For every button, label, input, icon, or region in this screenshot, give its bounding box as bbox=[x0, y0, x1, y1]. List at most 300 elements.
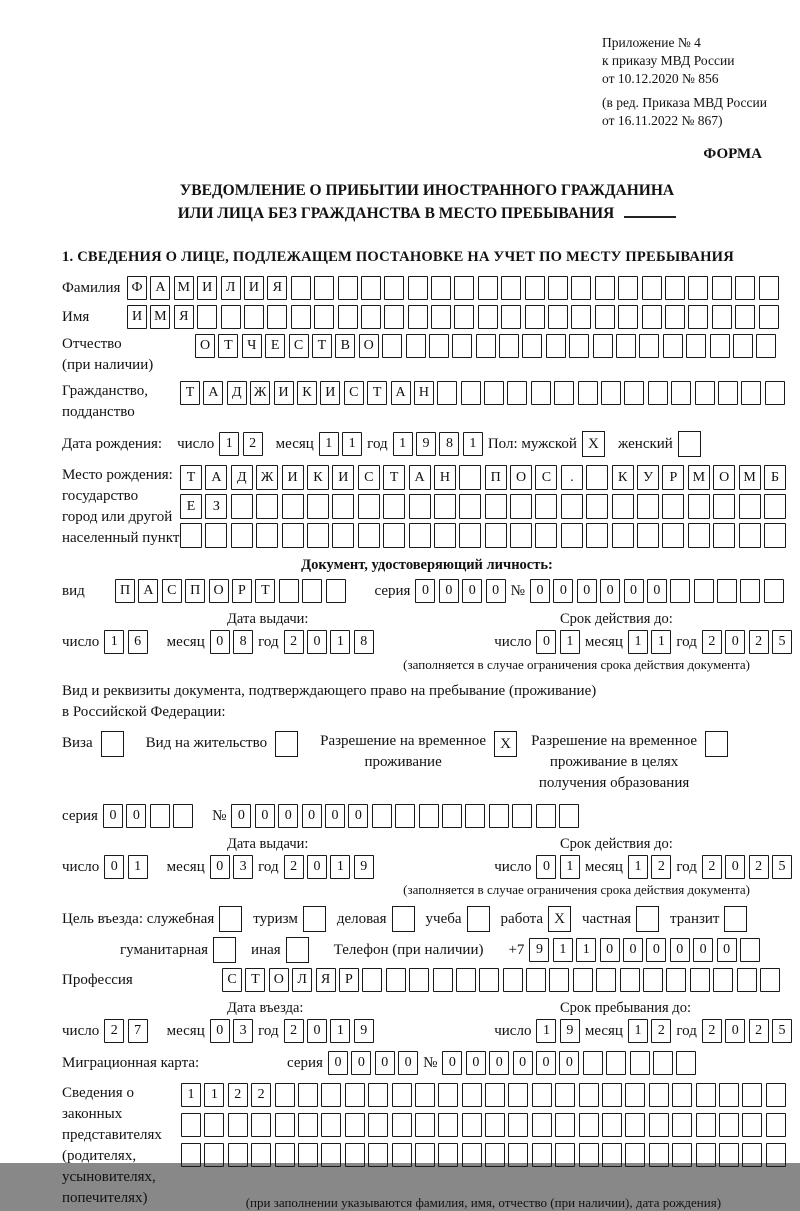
char-cell[interactable] bbox=[275, 1143, 295, 1167]
citizenship-cells[interactable] bbox=[180, 381, 785, 405]
char-cell[interactable]: А bbox=[138, 579, 158, 603]
char-cell[interactable]: 0 bbox=[302, 804, 322, 828]
char-cell[interactable] bbox=[314, 305, 334, 329]
char-cell[interactable] bbox=[409, 523, 431, 548]
char-cell[interactable] bbox=[476, 334, 496, 358]
char-cell[interactable]: 5 bbox=[772, 855, 792, 879]
char-cell[interactable]: О bbox=[209, 579, 229, 603]
char-cell[interactable]: 0 bbox=[348, 804, 368, 828]
char-cell[interactable] bbox=[508, 1083, 528, 1107]
char-cell[interactable] bbox=[406, 334, 426, 358]
char-cell[interactable] bbox=[228, 1143, 248, 1167]
char-cell[interactable]: М bbox=[739, 465, 761, 490]
char-cell[interactable] bbox=[503, 968, 523, 992]
char-cell[interactable] bbox=[383, 494, 405, 519]
char-cell[interactable] bbox=[368, 1083, 388, 1107]
char-cell[interactable] bbox=[298, 1083, 318, 1107]
char-cell[interactable] bbox=[181, 1113, 201, 1137]
char-cell[interactable]: Н bbox=[414, 381, 434, 405]
char-cell[interactable]: 0 bbox=[646, 938, 666, 962]
birth-day-cells[interactable] bbox=[219, 432, 262, 456]
char-cell[interactable]: К bbox=[297, 381, 317, 405]
char-cell[interactable] bbox=[408, 276, 428, 300]
char-cell[interactable] bbox=[275, 1113, 295, 1137]
char-cell[interactable]: С bbox=[222, 968, 242, 992]
char-cell[interactable]: А bbox=[409, 465, 431, 490]
char-cell[interactable] bbox=[595, 276, 615, 300]
char-cell[interactable] bbox=[612, 494, 634, 519]
char-cell[interactable]: 1 bbox=[628, 1019, 648, 1043]
char-cell[interactable] bbox=[508, 1113, 528, 1137]
char-cell[interactable] bbox=[696, 1113, 716, 1137]
char-cell[interactable] bbox=[549, 968, 569, 992]
char-cell[interactable]: Т bbox=[367, 381, 387, 405]
permit-valid-month-cells[interactable] bbox=[628, 855, 671, 879]
char-cell[interactable]: О bbox=[359, 334, 379, 358]
purpose-tourism-checkbox[interactable] bbox=[303, 906, 326, 932]
char-cell[interactable] bbox=[291, 305, 311, 329]
char-cell[interactable] bbox=[368, 1143, 388, 1167]
char-cell[interactable]: 2 bbox=[251, 1083, 271, 1107]
char-cell[interactable]: 1 bbox=[330, 1019, 350, 1043]
char-cell[interactable] bbox=[485, 1083, 505, 1107]
char-cell[interactable] bbox=[573, 968, 593, 992]
char-cell[interactable]: 2 bbox=[702, 1019, 722, 1043]
char-cell[interactable] bbox=[637, 494, 659, 519]
char-cell[interactable] bbox=[415, 1143, 435, 1167]
char-cell[interactable]: Я bbox=[316, 968, 336, 992]
char-cell[interactable] bbox=[197, 305, 217, 329]
char-cell[interactable] bbox=[368, 1113, 388, 1137]
char-cell[interactable] bbox=[649, 1083, 669, 1107]
char-cell[interactable] bbox=[712, 305, 732, 329]
char-cell[interactable]: 0 bbox=[328, 1051, 348, 1075]
char-cell[interactable]: О bbox=[510, 465, 532, 490]
char-cell[interactable] bbox=[662, 523, 684, 548]
char-cell[interactable]: И bbox=[332, 465, 354, 490]
char-cell[interactable] bbox=[625, 1083, 645, 1107]
char-cell[interactable]: 1 bbox=[204, 1083, 224, 1107]
doc-issue-year-cells[interactable] bbox=[284, 630, 374, 654]
char-cell[interactable] bbox=[688, 305, 708, 329]
char-cell[interactable]: Т bbox=[218, 334, 238, 358]
mk-series-cells[interactable] bbox=[328, 1051, 418, 1075]
char-cell[interactable] bbox=[332, 523, 354, 548]
char-cell[interactable]: Ч bbox=[242, 334, 262, 358]
char-cell[interactable] bbox=[275, 1083, 295, 1107]
char-cell[interactable] bbox=[508, 1143, 528, 1167]
char-cell[interactable]: 1 bbox=[560, 855, 580, 879]
char-cell[interactable]: 0 bbox=[489, 1051, 509, 1075]
char-cell[interactable] bbox=[555, 1113, 575, 1137]
female-checkbox[interactable] bbox=[678, 431, 701, 457]
char-cell[interactable] bbox=[173, 804, 193, 828]
char-cell[interactable] bbox=[465, 804, 485, 828]
char-cell[interactable] bbox=[688, 276, 708, 300]
char-cell[interactable] bbox=[408, 305, 428, 329]
visa-checkbox[interactable] bbox=[101, 731, 124, 757]
char-cell[interactable]: 1 bbox=[536, 1019, 556, 1043]
char-cell[interactable] bbox=[672, 1113, 692, 1137]
char-cell[interactable]: 0 bbox=[553, 579, 573, 603]
char-cell[interactable] bbox=[740, 579, 760, 603]
char-cell[interactable]: 0 bbox=[278, 804, 298, 828]
char-cell[interactable]: 6 bbox=[128, 630, 148, 654]
entry-day-cells[interactable] bbox=[104, 1019, 147, 1043]
legal-cells-row2[interactable] bbox=[181, 1113, 786, 1137]
char-cell[interactable]: 0 bbox=[307, 630, 327, 654]
char-cell[interactable] bbox=[358, 494, 380, 519]
char-cell[interactable] bbox=[507, 381, 527, 405]
char-cell[interactable]: И bbox=[320, 381, 340, 405]
char-cell[interactable] bbox=[735, 305, 755, 329]
char-cell[interactable] bbox=[535, 523, 557, 548]
char-cell[interactable]: С bbox=[344, 381, 364, 405]
char-cell[interactable] bbox=[766, 1113, 786, 1137]
char-cell[interactable]: Ж bbox=[250, 381, 270, 405]
char-cell[interactable]: Н bbox=[434, 465, 456, 490]
char-cell[interactable] bbox=[766, 1143, 786, 1167]
char-cell[interactable] bbox=[244, 305, 264, 329]
char-cell[interactable]: Я bbox=[267, 276, 287, 300]
char-cell[interactable]: 1 bbox=[181, 1083, 201, 1107]
char-cell[interactable] bbox=[361, 276, 381, 300]
char-cell[interactable]: Е bbox=[265, 334, 285, 358]
char-cell[interactable]: 1 bbox=[104, 630, 124, 654]
char-cell[interactable]: 0 bbox=[647, 579, 667, 603]
permit-valid-year-cells[interactable] bbox=[702, 855, 792, 879]
char-cell[interactable] bbox=[454, 276, 474, 300]
char-cell[interactable] bbox=[485, 1113, 505, 1137]
phone-cells[interactable] bbox=[529, 938, 760, 962]
char-cell[interactable] bbox=[666, 968, 686, 992]
char-cell[interactable]: 1 bbox=[319, 432, 339, 456]
char-cell[interactable] bbox=[478, 276, 498, 300]
char-cell[interactable] bbox=[150, 804, 170, 828]
char-cell[interactable]: 0 bbox=[351, 1051, 371, 1075]
char-cell[interactable] bbox=[499, 334, 519, 358]
legal-cells-row3[interactable] bbox=[181, 1143, 786, 1167]
char-cell[interactable]: 5 bbox=[772, 1019, 792, 1043]
char-cell[interactable] bbox=[478, 305, 498, 329]
char-cell[interactable] bbox=[326, 579, 346, 603]
permit-issue-day-cells[interactable] bbox=[104, 855, 147, 879]
char-cell[interactable]: 0 bbox=[623, 938, 643, 962]
doc-issue-month-cells[interactable] bbox=[210, 630, 253, 654]
char-cell[interactable] bbox=[251, 1113, 271, 1137]
char-cell[interactable] bbox=[602, 1143, 622, 1167]
char-cell[interactable] bbox=[256, 494, 278, 519]
char-cell[interactable] bbox=[501, 276, 521, 300]
birth-month-cells[interactable] bbox=[319, 432, 362, 456]
doc-issue-day-cells[interactable] bbox=[104, 630, 147, 654]
char-cell[interactable]: 1 bbox=[463, 432, 483, 456]
purpose-humanitarian-checkbox[interactable] bbox=[213, 937, 236, 963]
char-cell[interactable] bbox=[765, 381, 785, 405]
char-cell[interactable]: Р bbox=[339, 968, 359, 992]
char-cell[interactable] bbox=[532, 1083, 552, 1107]
char-cell[interactable]: М bbox=[174, 276, 194, 300]
char-cell[interactable] bbox=[338, 276, 358, 300]
char-cell[interactable] bbox=[649, 1113, 669, 1137]
char-cell[interactable] bbox=[307, 494, 329, 519]
char-cell[interactable] bbox=[181, 1143, 201, 1167]
char-cell[interactable] bbox=[321, 1083, 341, 1107]
char-cell[interactable] bbox=[741, 381, 761, 405]
permit-valid-day-cells[interactable] bbox=[536, 855, 579, 879]
char-cell[interactable] bbox=[510, 523, 532, 548]
birth-year-cells[interactable] bbox=[393, 432, 483, 456]
char-cell[interactable] bbox=[690, 968, 710, 992]
char-cell[interactable]: 2 bbox=[749, 855, 769, 879]
char-cell[interactable] bbox=[735, 276, 755, 300]
legal-cells-row1[interactable] bbox=[181, 1083, 786, 1107]
char-cell[interactable]: 9 bbox=[529, 938, 549, 962]
birthplace-cells-row1[interactable] bbox=[180, 465, 786, 490]
char-cell[interactable] bbox=[555, 1083, 575, 1107]
purpose-other-checkbox[interactable] bbox=[286, 937, 309, 963]
char-cell[interactable] bbox=[625, 1113, 645, 1137]
char-cell[interactable] bbox=[739, 523, 761, 548]
char-cell[interactable] bbox=[395, 804, 415, 828]
char-cell[interactable] bbox=[442, 804, 462, 828]
char-cell[interactable]: 0 bbox=[415, 579, 435, 603]
char-cell[interactable] bbox=[484, 381, 504, 405]
char-cell[interactable] bbox=[643, 968, 663, 992]
char-cell[interactable]: 0 bbox=[231, 804, 251, 828]
char-cell[interactable]: Т bbox=[255, 579, 275, 603]
char-cell[interactable] bbox=[764, 579, 784, 603]
char-cell[interactable] bbox=[251, 1143, 271, 1167]
char-cell[interactable] bbox=[358, 523, 380, 548]
char-cell[interactable]: 0 bbox=[126, 804, 146, 828]
stay-year-cells[interactable] bbox=[702, 1019, 792, 1043]
char-cell[interactable] bbox=[649, 1143, 669, 1167]
char-cell[interactable] bbox=[204, 1143, 224, 1167]
char-cell[interactable] bbox=[485, 1143, 505, 1167]
char-cell[interactable]: 0 bbox=[462, 579, 482, 603]
char-cell[interactable] bbox=[625, 1143, 645, 1167]
char-cell[interactable] bbox=[676, 1051, 696, 1075]
char-cell[interactable] bbox=[459, 523, 481, 548]
stay-day-cells[interactable] bbox=[536, 1019, 579, 1043]
char-cell[interactable]: 2 bbox=[702, 855, 722, 879]
char-cell[interactable]: 1 bbox=[393, 432, 413, 456]
char-cell[interactable]: Т bbox=[312, 334, 332, 358]
char-cell[interactable]: 2 bbox=[284, 630, 304, 654]
char-cell[interactable]: 0 bbox=[536, 855, 556, 879]
male-checkbox[interactable]: X bbox=[582, 431, 605, 457]
char-cell[interactable] bbox=[392, 1083, 412, 1107]
mk-number-cells[interactable] bbox=[442, 1051, 696, 1075]
char-cell[interactable] bbox=[362, 968, 382, 992]
char-cell[interactable]: 1 bbox=[342, 432, 362, 456]
char-cell[interactable] bbox=[298, 1113, 318, 1137]
char-cell[interactable] bbox=[759, 305, 779, 329]
char-cell[interactable]: 8 bbox=[354, 630, 374, 654]
char-cell[interactable] bbox=[642, 276, 662, 300]
char-cell[interactable] bbox=[756, 334, 776, 358]
char-cell[interactable] bbox=[409, 968, 429, 992]
char-cell[interactable] bbox=[717, 579, 737, 603]
char-cell[interactable]: 0 bbox=[442, 1051, 462, 1075]
char-cell[interactable]: 2 bbox=[243, 432, 263, 456]
char-cell[interactable]: В bbox=[335, 334, 355, 358]
char-cell[interactable] bbox=[601, 381, 621, 405]
char-cell[interactable] bbox=[282, 494, 304, 519]
char-cell[interactable]: 2 bbox=[749, 1019, 769, 1043]
char-cell[interactable] bbox=[532, 1143, 552, 1167]
char-cell[interactable]: 0 bbox=[439, 579, 459, 603]
char-cell[interactable] bbox=[766, 1083, 786, 1107]
char-cell[interactable]: 0 bbox=[398, 1051, 418, 1075]
purpose-official-checkbox[interactable] bbox=[219, 906, 242, 932]
char-cell[interactable] bbox=[696, 1143, 716, 1167]
char-cell[interactable]: 9 bbox=[560, 1019, 580, 1043]
char-cell[interactable]: 0 bbox=[530, 579, 550, 603]
char-cell[interactable] bbox=[764, 523, 786, 548]
char-cell[interactable] bbox=[665, 305, 685, 329]
char-cell[interactable] bbox=[415, 1113, 435, 1137]
char-cell[interactable]: 0 bbox=[104, 855, 124, 879]
char-cell[interactable] bbox=[267, 305, 287, 329]
stay-month-cells[interactable] bbox=[628, 1019, 671, 1043]
doc-valid-month-cells[interactable] bbox=[628, 630, 671, 654]
char-cell[interactable] bbox=[525, 305, 545, 329]
char-cell[interactable] bbox=[595, 305, 615, 329]
char-cell[interactable]: 0 bbox=[375, 1051, 395, 1075]
char-cell[interactable] bbox=[546, 334, 566, 358]
char-cell[interactable] bbox=[438, 1083, 458, 1107]
char-cell[interactable] bbox=[392, 1113, 412, 1137]
char-cell[interactable] bbox=[630, 1051, 650, 1075]
char-cell[interactable]: С bbox=[535, 465, 557, 490]
char-cell[interactable]: Р bbox=[662, 465, 684, 490]
char-cell[interactable]: 2 bbox=[651, 855, 671, 879]
surname-cells[interactable] bbox=[127, 276, 779, 300]
char-cell[interactable] bbox=[180, 523, 202, 548]
char-cell[interactable] bbox=[733, 334, 753, 358]
char-cell[interactable]: 1 bbox=[576, 938, 596, 962]
char-cell[interactable] bbox=[345, 1113, 365, 1137]
char-cell[interactable]: 0 bbox=[255, 804, 275, 828]
doc-kind-cells[interactable] bbox=[115, 579, 346, 603]
char-cell[interactable]: К bbox=[612, 465, 634, 490]
char-cell[interactable]: 2 bbox=[651, 1019, 671, 1043]
char-cell[interactable] bbox=[713, 968, 733, 992]
char-cell[interactable] bbox=[438, 1113, 458, 1137]
char-cell[interactable] bbox=[718, 381, 738, 405]
char-cell[interactable] bbox=[512, 804, 532, 828]
char-cell[interactable] bbox=[719, 1143, 739, 1167]
char-cell[interactable]: С bbox=[358, 465, 380, 490]
char-cell[interactable]: 0 bbox=[600, 579, 620, 603]
char-cell[interactable] bbox=[282, 523, 304, 548]
char-cell[interactable]: 0 bbox=[486, 579, 506, 603]
char-cell[interactable] bbox=[535, 494, 557, 519]
char-cell[interactable] bbox=[231, 523, 253, 548]
permit-series-cells[interactable] bbox=[103, 804, 193, 828]
char-cell[interactable]: 0 bbox=[693, 938, 713, 962]
char-cell[interactable] bbox=[409, 494, 431, 519]
char-cell[interactable]: 0 bbox=[466, 1051, 486, 1075]
char-cell[interactable] bbox=[559, 804, 579, 828]
char-cell[interactable]: 0 bbox=[600, 938, 620, 962]
char-cell[interactable] bbox=[384, 276, 404, 300]
char-cell[interactable]: М bbox=[688, 465, 710, 490]
char-cell[interactable] bbox=[713, 523, 735, 548]
char-cell[interactable] bbox=[532, 1113, 552, 1137]
char-cell[interactable] bbox=[719, 1083, 739, 1107]
char-cell[interactable] bbox=[459, 494, 481, 519]
char-cell[interactable] bbox=[384, 305, 404, 329]
char-cell[interactable] bbox=[434, 523, 456, 548]
birthplace-cells-row2[interactable] bbox=[180, 494, 786, 519]
char-cell[interactable] bbox=[510, 494, 532, 519]
char-cell[interactable] bbox=[688, 523, 710, 548]
char-cell[interactable] bbox=[279, 579, 299, 603]
char-cell[interactable]: А bbox=[150, 276, 170, 300]
char-cell[interactable]: У bbox=[637, 465, 659, 490]
char-cell[interactable] bbox=[612, 523, 634, 548]
char-cell[interactable] bbox=[489, 804, 509, 828]
char-cell[interactable] bbox=[578, 381, 598, 405]
char-cell[interactable] bbox=[321, 1143, 341, 1167]
char-cell[interactable] bbox=[522, 334, 542, 358]
char-cell[interactable] bbox=[302, 579, 322, 603]
char-cell[interactable]: 0 bbox=[624, 579, 644, 603]
char-cell[interactable] bbox=[554, 381, 574, 405]
char-cell[interactable] bbox=[579, 1143, 599, 1167]
char-cell[interactable]: Л bbox=[292, 968, 312, 992]
char-cell[interactable]: 7 bbox=[128, 1019, 148, 1043]
char-cell[interactable] bbox=[571, 276, 591, 300]
char-cell[interactable]: Д bbox=[227, 381, 247, 405]
char-cell[interactable] bbox=[670, 579, 690, 603]
char-cell[interactable]: 2 bbox=[228, 1083, 248, 1107]
char-cell[interactable]: . bbox=[561, 465, 583, 490]
char-cell[interactable]: 0 bbox=[725, 1019, 745, 1043]
char-cell[interactable] bbox=[648, 381, 668, 405]
char-cell[interactable]: С bbox=[162, 579, 182, 603]
char-cell[interactable] bbox=[531, 381, 551, 405]
char-cell[interactable] bbox=[419, 804, 439, 828]
char-cell[interactable] bbox=[719, 1113, 739, 1137]
char-cell[interactable]: 0 bbox=[725, 630, 745, 654]
char-cell[interactable] bbox=[548, 276, 568, 300]
char-cell[interactable]: Е bbox=[180, 494, 202, 519]
char-cell[interactable]: 2 bbox=[749, 630, 769, 654]
char-cell[interactable]: 0 bbox=[725, 855, 745, 879]
char-cell[interactable]: 0 bbox=[210, 630, 230, 654]
char-cell[interactable]: Т bbox=[180, 465, 202, 490]
char-cell[interactable]: 0 bbox=[307, 855, 327, 879]
purpose-business-checkbox[interactable] bbox=[392, 906, 415, 932]
char-cell[interactable] bbox=[694, 579, 714, 603]
doc-number-cells[interactable] bbox=[530, 579, 784, 603]
char-cell[interactable] bbox=[571, 305, 591, 329]
char-cell[interactable] bbox=[742, 1083, 762, 1107]
char-cell[interactable] bbox=[338, 305, 358, 329]
char-cell[interactable]: А bbox=[391, 381, 411, 405]
char-cell[interactable] bbox=[256, 523, 278, 548]
char-cell[interactable] bbox=[740, 938, 760, 962]
char-cell[interactable]: 1 bbox=[651, 630, 671, 654]
char-cell[interactable] bbox=[696, 1083, 716, 1107]
char-cell[interactable] bbox=[386, 968, 406, 992]
char-cell[interactable] bbox=[712, 276, 732, 300]
purpose-private-checkbox[interactable] bbox=[636, 906, 659, 932]
